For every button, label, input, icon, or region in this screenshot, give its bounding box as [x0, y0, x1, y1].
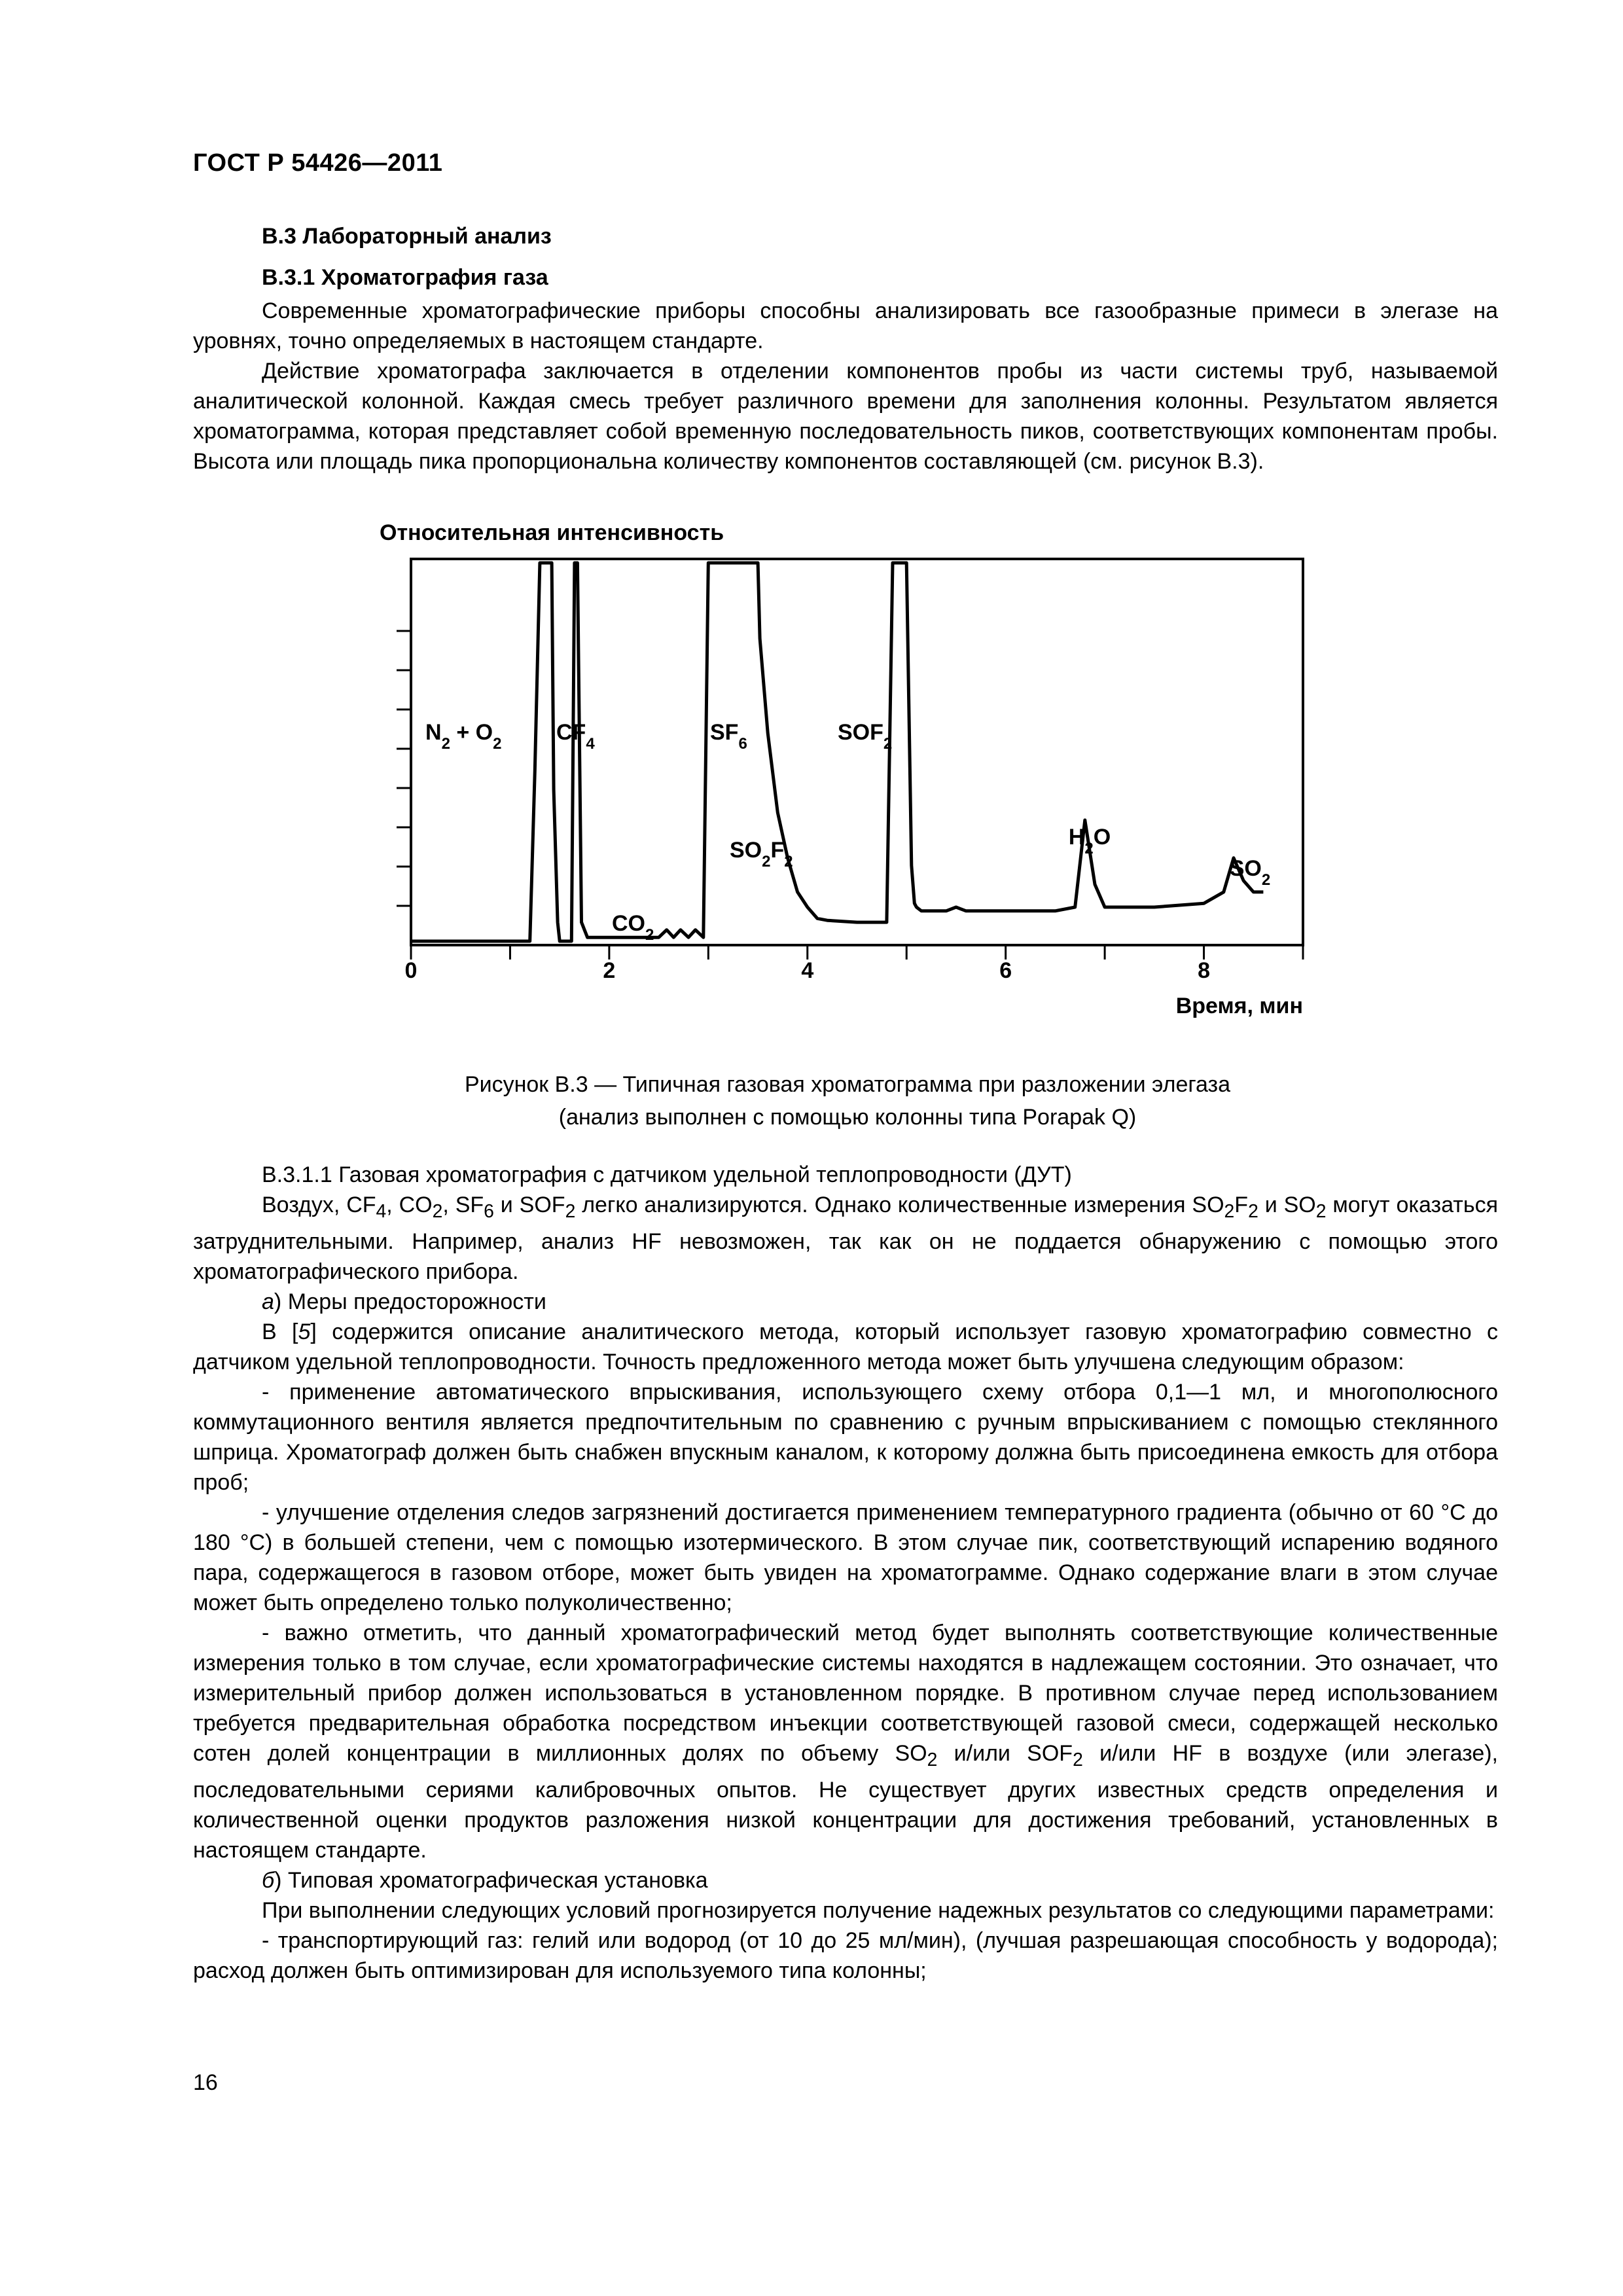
caption-line: (анализ выполнен с помощью колонны типа Porapak Q) — [558, 1105, 1137, 1130]
x-tick-label: 2 — [603, 958, 616, 983]
peak-label: $SO_2F_2$ — [730, 838, 793, 870]
list-item: - важно отметить, что данный хроматографический метод будет выполнять соответствующие количественные измерения только в том случае, если хроматографические системы находятся в надлежащем состоянии. Это означает, что измерительный прибор должен использоваться в установленном порядке. В противном случае перед использованием требуется предварительная обработка посредством инъекции соответствующей газовой смеси, содержащей несколько сотен долей концентрации в миллионных долях по объему $SO_2$ и/или $SOF_2$ и/или HF в воздухе (или элегазе), последовательными сериями калибровочных опытов. Не существует других известных средств определения и количественной оценки продуктов разложения низкой концентрации для достижения требований, установленных в настоящем стандарте. — [193, 1620, 1498, 1863]
peak-label: $SOF_2$ — [838, 720, 893, 753]
paragraph: Современные хроматографические приборы способны анализировать все газообразные примеси в элегазе на уровнях, точно определяемых в настоящем стандарте. — [193, 298, 1498, 353]
list-heading-a: а) Меры предосторожности — [262, 1289, 546, 1314]
document-header: ГОСТ Р 54426—2011 — [193, 149, 443, 177]
list-item: - улучшение отделения следов загрязнений достигается применением температурного градиента (обычно от 60 °С до 180 °С) в большей степени, чем с помощью изотермического. В этом случае пик, соответствующий испарению водяного пара, содержащегося в газовом отборе, может быть увиден на хроматограмме. Однако содержание влаги в этом случае может быть определено только полуколичественно; — [193, 1499, 1498, 1615]
peak-label: $N_2 + O_2$ — [425, 720, 502, 753]
plot-frame — [411, 559, 1303, 945]
list-item: - транспортирующий газ: гелий или водород (от 10 до 25 мл/мин), (лучшая разрешающая способность у водорода); расход должен быть оптимизирован для используемого типа колонны; — [193, 1928, 1498, 1983]
peak-label: $SF_6$ — [710, 720, 747, 753]
x-tick-label: 6 — [999, 958, 1012, 983]
caption-line: Рисунок В.3 — Типичная газовая хроматограмма при разложении элегаза — [464, 1072, 1231, 1097]
subsection-title: В.3.1.1 Газовая хроматография с датчиком удельной теплопроводности (ДУТ) — [262, 1162, 1072, 1187]
x-ticks — [405, 945, 1303, 983]
chromatogram-chart — [366, 517, 1348, 1041]
heading-b31: В.3.1 Хроматография газа — [262, 265, 548, 290]
y-axis-label: Относительная интенсивность — [380, 520, 724, 545]
paragraph: В [5] содержится описание аналитического метода, который использует газовую хроматографию совместно с датчиком удельной теплопроводности. Точность предложенного метода может быть улучшена следующим образом: — [193, 1319, 1498, 1374]
figure-caption — [193, 1068, 1502, 1134]
x-tick-label: 8 — [1198, 958, 1211, 983]
peak-label: $SO_2$ — [1229, 856, 1271, 889]
y-ticks — [397, 631, 411, 906]
peak-label: $CF_4$ — [556, 720, 595, 753]
peak-label: $H_2O$ — [1068, 825, 1111, 857]
paragraph: Воздух, $CF_4$, $CO_2$, $SF_6$ и $SOF_2$ легко анализируются. Однако количественные измерения $SO_2F_2$ и $SO_2$ могут оказаться затруднительными. Например, анализ HF невозможен, так как он не поддается обнаружению с помощью этого хроматографического прибора. — [193, 1193, 1498, 1284]
list-heading-b: б) Типовая хроматографическая установка — [262, 1867, 708, 1893]
list-item: - применение автоматического впрыскивания, использующего схему отбора 0,1—1 мл, и многополюсного коммутационного вентиля является предпочтительным по сравнению с ручным впрыскиванием с помощью стеклянного шприца. Хроматограф должен быть снабжен впускным каналом, к которому должна быть присоединена емкость для отбора проб; — [193, 1379, 1498, 1495]
chromatogram-trace — [411, 563, 1263, 941]
paragraph: При выполнении следующих условий прогнозируется получение надежных результатов со следующими параметрами: — [262, 1897, 1495, 1923]
heading-b3: В.3 Лабораторный анализ — [262, 224, 552, 249]
x-axis-label: Время, мин — [1175, 994, 1303, 1018]
page-number: 16 — [193, 2070, 218, 2095]
subsection-text — [193, 1160, 1498, 1986]
peak-label: $CO_2$ — [612, 911, 654, 944]
x-tick-label: 0 — [404, 958, 418, 983]
x-tick-label: 4 — [801, 958, 814, 983]
paragraph: Действие хроматографа заключается в отделении компонентов пробы из части системы труб, называемой аналитической колонной. Каждая смесь требует различного времени для заполнения колонны. Результатом является хроматограмма, которая представляет собой временную последовательность пиков, соответствующих компонентам пробы. Высота или площадь пика пропорциональна количеству компонентов составляющей (см. рисунок В.3). — [193, 359, 1498, 474]
intro-text — [193, 296, 1498, 476]
